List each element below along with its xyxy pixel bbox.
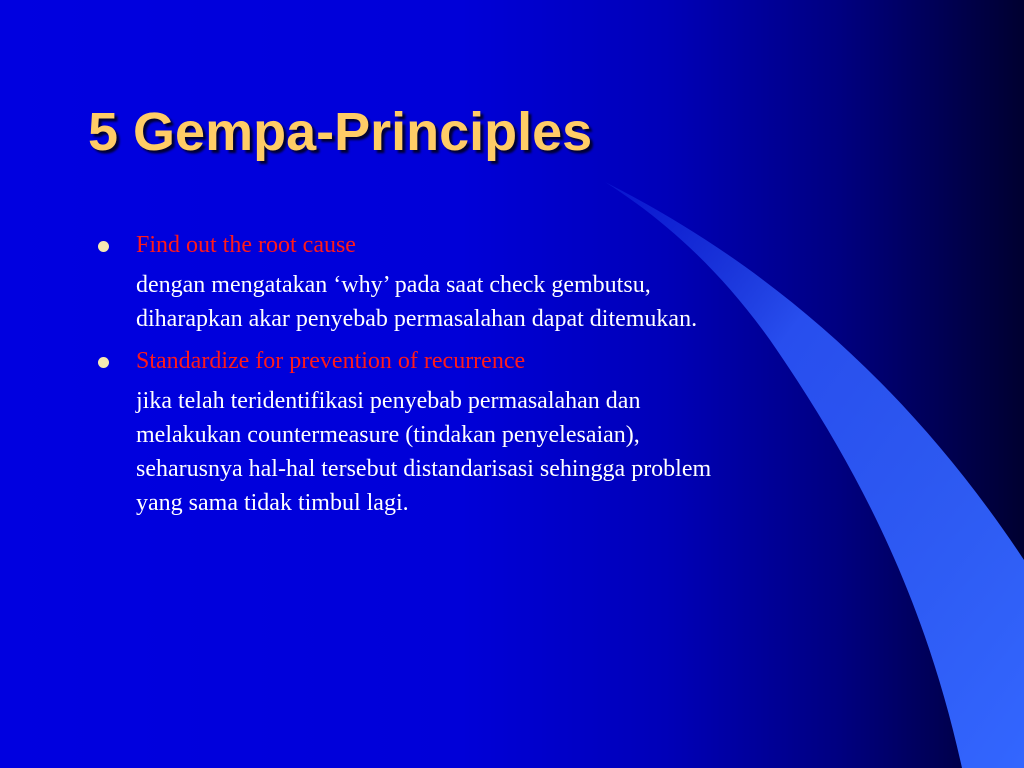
bullet-description xyxy=(96,262,896,344)
description-line: melakukan countermeasure (tindakan penyelesaian), xyxy=(136,422,640,448)
bullet-list xyxy=(96,228,896,528)
slide-title: 5 Gempa-Principles xyxy=(88,102,593,162)
bullet-dot-icon xyxy=(98,357,109,368)
description-line: jika telah teridentifikasi penyebab permasalahan dan xyxy=(136,388,641,414)
list-item xyxy=(96,228,896,344)
bullet-row xyxy=(96,228,896,262)
description-line: dengan mengatakan ‘why’ pada saat check gembutsu, xyxy=(136,272,651,298)
bullet-heading: Standardize for prevention of recurrence xyxy=(136,348,526,374)
list-item xyxy=(96,344,896,528)
description-line: yang sama tidak timbul lagi. xyxy=(136,490,409,516)
bullet-heading: Find out the root cause xyxy=(136,232,356,258)
description-line: seharusnya hal-hal tersebut distandarisasi sehingga problem xyxy=(136,456,712,482)
bullet-dot-icon xyxy=(98,241,109,252)
bullet-description xyxy=(96,378,896,528)
bullet-row xyxy=(96,344,896,378)
description-line: diharapkan akar penyebab permasalahan dapat ditemukan. xyxy=(136,306,698,332)
